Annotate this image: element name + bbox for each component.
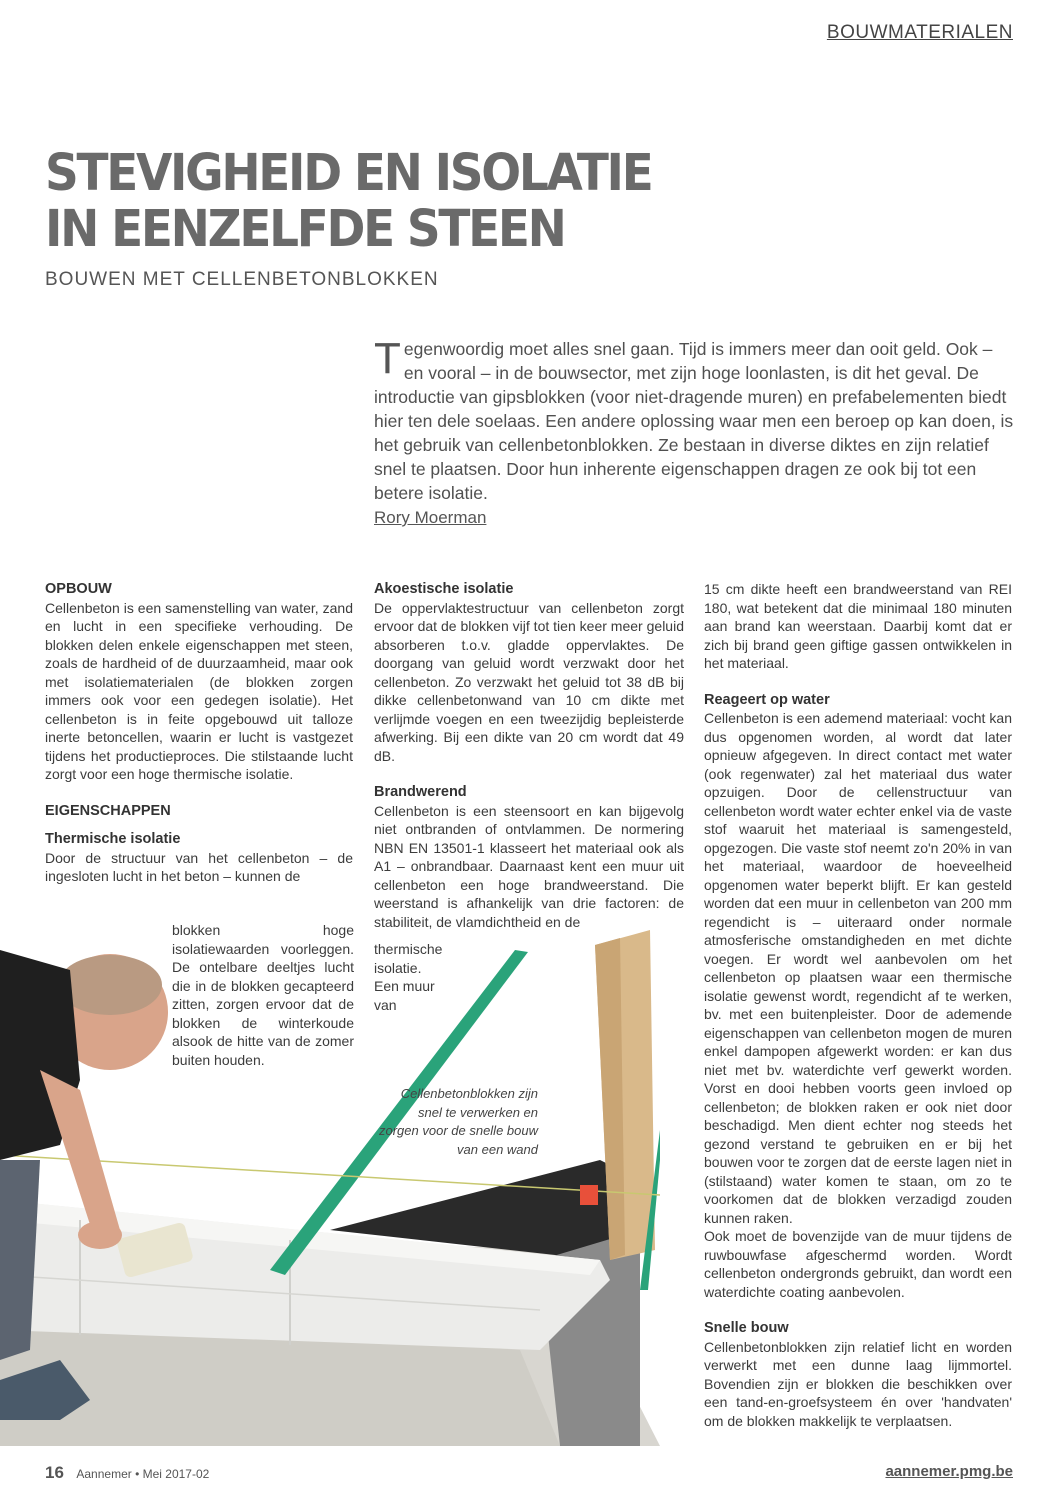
paragraph-brandwerend-tail: thermische isolatie. Een muur van xyxy=(374,941,443,1013)
magazine-issue: Aannemer • Mei 2017-02 xyxy=(76,1467,210,1481)
column-2 xyxy=(374,580,684,931)
column-1 xyxy=(45,580,353,886)
paragraph-thermisch-b: blokken hoge isolatiewaarden voorleggen. De ontelbare deeltjes lucht die in de blokken gecapteerd zitten, zorgen ervoor dat de blokken de winterkoude alsook de hitte van de zomer buiten houden. xyxy=(172,922,354,1068)
article-subtitle: BOUWEN MET CELLENBETONBLOKKEN xyxy=(45,269,439,290)
heading-reageert-op-water: Reageert op water xyxy=(704,691,830,708)
paragraph-water: Cellenbeton is een ademend materiaal: vocht kan dus opgenomen worden, al wordt dat later opnieuw afgegeven. In direct contact met water (ook regenwater) zal het materiaal dus water opzuigen. Door de cellenstructuur van cellenbeton wordt water echter enkel via de vaste stof waaruit het materiaal is samengesteld, opgezogen. Die vaste stof neemt zo'n 20% in van het materiaal, waardoor de hoeveelheid opgenomen water beperkt blijft. Er kan gesteld worden dat een muur in cellenbeton van 200 mm regendicht is – uiteraard onder normale atmosferische omstandigheden en met dichte voegen. Er wordt wel aanbevolen om het cellenbeton op plaatsen waar een thermische isolatie gewenst wordt, regendicht af te werken, bv. met een buitenpleister. Door de ademende eigenschappen van cellenbeton mogen de muren enkel dampopen afgewerkt worden: er kan dus niet met bv. waterdichte verf gewerkt worden. Vorst en dooi hebben voorts geen invloed op cellenbeton; de blokken raken er ook niet door beschadigd. Men dient echter nog steeds het gezond verstand te gebruiken en er bij het bouwen voor te zorgen dat de eerste lagen niet in (stilstaand) water komen te staan, om zo te voorkomen dat de blokken verzadigd zouden kunnen raken. xyxy=(704,710,1012,1226)
intro-text: egenwoordig moet alles snel gaan. Tijd is immers meer dan ooit geld. Ook – en vooral – in de bouwsector, met zijn hoge loonlasten, is dit het geval. De introductie van gipsblokken (voor niet-dragende muren) en prefabelementen biedt hier ten dele soelaas. Een andere oplossing waar men een beroep op kan doen, is het gebruik van cellenbetonblokken. Ze bestaan in diverse diktes en zijn relatief snel te plaatsen. Door hun inherente eigenschappen dragen ze ook bij tot een betere isolatie. xyxy=(374,339,1014,503)
heading-brandwerend: Brandwerend xyxy=(374,784,467,800)
heading-snelle-bouw: Snelle bouw xyxy=(704,1320,789,1336)
heading-akoestische-isolatie: Akoestische isolatie xyxy=(374,581,514,597)
paragraph-akoestisch: De oppervlaktestructuur van cellenbeton zorgt ervoor dat de blokken vijf tot tien keer meer geluid absorberen t.o.v. gladde oppervlaktes. De doorgang van geluid wordt verzwakt door het cellenbeton. Zo verzwakt het geluid tot 38 dB bij dikke cellenbetonwand van 10 cm dikte met verlijmde voegen en een tweezijdig bepleisterde afwerking. Bij een dikte van 20 cm wordt dat 49 dB. xyxy=(374,599,684,764)
paragraph-thermisch-a: Door de structuur van het cellenbeton – de ingesloten lucht in het beton – kunnen de xyxy=(45,849,353,884)
website-link[interactable]: aannemer.pmg.be xyxy=(885,1463,1013,1480)
heading-eigenschappen: EIGENSCHAPPEN xyxy=(45,802,171,819)
title-line-1: STEVIGHEID EN ISOLATIE xyxy=(45,144,652,203)
section-tag: BOUWMATERIALEN xyxy=(826,22,1013,43)
paragraph-snelle-bouw: Cellenbetonblokken zijn relatief licht en worden verwerkt met een dunne laag lijmmortel. Bovendien zijn er blokken die beschikken over een tand-en-groefsysteem én over 'handvaten' om de blokken makkelijk te verplaatsen. xyxy=(704,1338,1012,1429)
footer-left xyxy=(45,1463,209,1483)
heading-opbouw: OPBOUW xyxy=(45,581,112,597)
heading-thermische-isolatie: Thermische isolatie xyxy=(45,831,181,847)
paragraph-water-2: Ook moet de bovenzijde van de muur tijdens de ruwbouwfase afgeschermd worden. Wordt cellenbeton ondergronds gebruikt, dan wordt een waterdichte coating aanbevolen. xyxy=(704,1228,1012,1300)
photo-caption: Cellenbetonblokken zijn snel te verwerken en zorgen voor de snelle bouw van een wand xyxy=(379,1086,538,1157)
author-name[interactable]: Rory Moerman xyxy=(374,508,487,527)
title-line-2: IN EENZELFDE STEEN xyxy=(45,200,565,259)
paragraph-brandwerend-cont: 15 cm dikte heeft een brandweerstand van REI 180, wat betekent dat die minimaal 180 minuten aan brand kan weerstaan. Daarbij komt dat er zich bij brand geen giftige gassen ontwikkelen in het materiaal. xyxy=(704,581,1012,671)
page-number: 16 xyxy=(45,1463,64,1482)
paragraph-opbouw: Cellenbeton is een samenstelling van water, zand en lucht in een specifieke verhouding. De blokken delen enkele eigenschappen met steen, zoals de hardheid of de duurzaamheid, maar ook met isolatiematerialen (de blokken zorgen immers ook voor een gedegen isolatie). Het cellenbeton is in feite opgebouwd uit talloze inerte betoncellen, waarin er lucht is vastgezet tijdens het productieproces. Die stilstaande lucht zorgt voor een hoge thermische isolatie. xyxy=(45,599,353,782)
intro-dropcap: T xyxy=(374,334,401,383)
article-title xyxy=(45,146,689,258)
paragraph-brandwerend: Cellenbeton is een steensoort en kan bijgevolg niet ontbranden of ontvlammen. De normering NBN EN 13501-1 klasseert het materiaal ook als A1 – onbrandbaar. Daarnaast kent een muur uit cellenbeton een hoge brandweerstand. Die weerstand is afhankelijk van drie factoren: de stabiliteit, de vlamdichtheid en de xyxy=(374,802,684,930)
column-3 xyxy=(704,580,1012,1430)
intro-paragraph xyxy=(374,334,1014,505)
